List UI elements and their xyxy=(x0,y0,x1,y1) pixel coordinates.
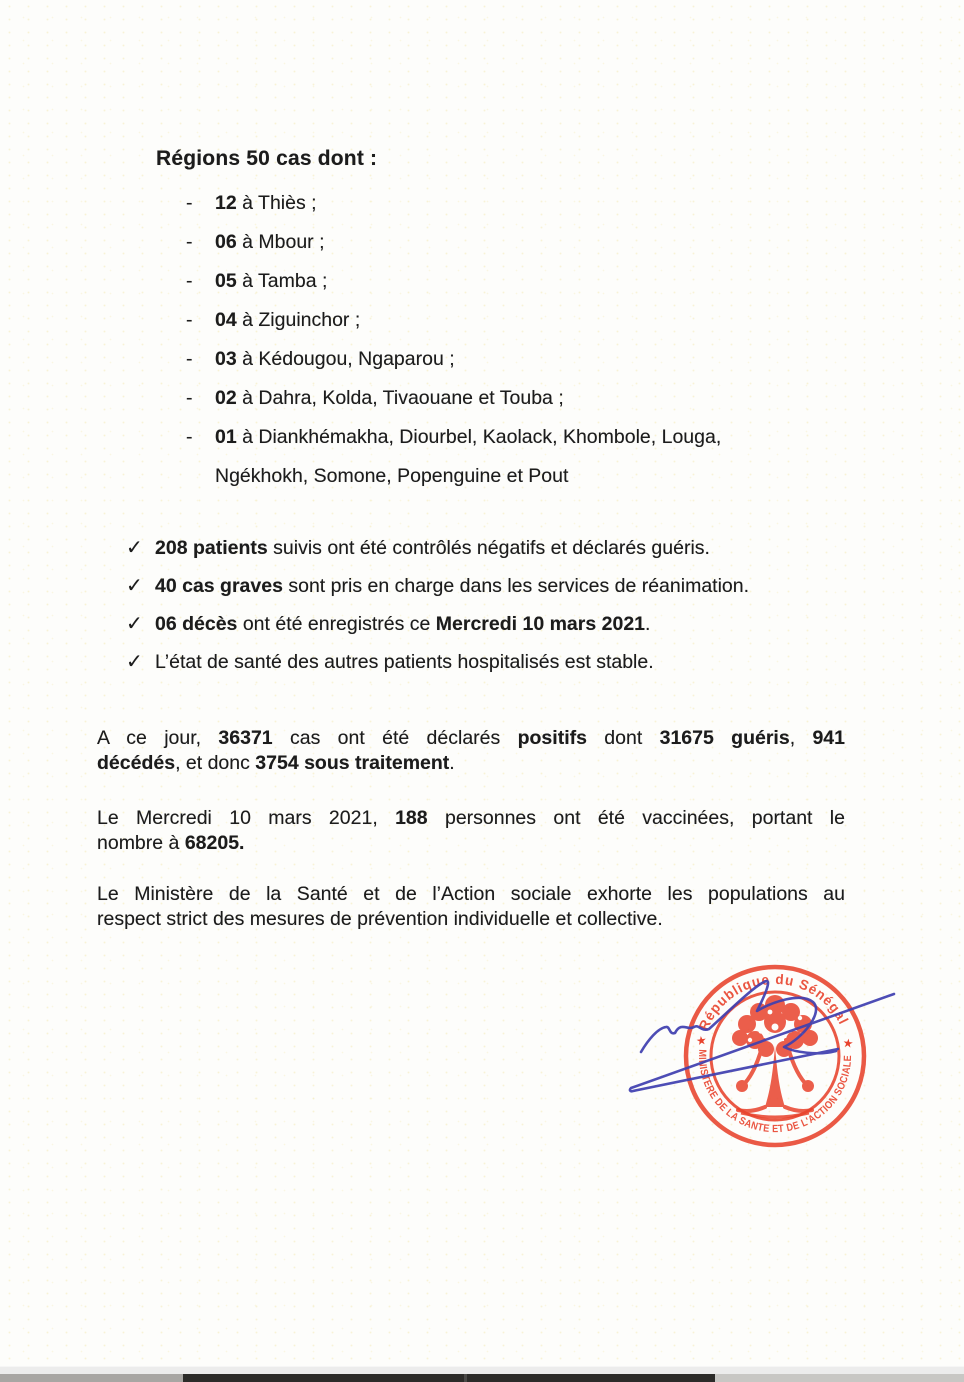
checklist-item xyxy=(126,567,886,605)
body-text: à Diankhémakha, Diourbel, Kaolack, Khombole, Louga, xyxy=(236,426,722,448)
region-line xyxy=(215,379,564,418)
body-text: respect strict des mesures de prévention individuelle et collective. xyxy=(97,908,663,930)
ministry-stamp xyxy=(590,945,910,1160)
body-text: sont pris en charge dans les services de réanimation. xyxy=(282,575,750,597)
region-list-item xyxy=(186,301,826,340)
region-list-item-text xyxy=(215,418,721,496)
body-text: à Ziguinchor ; xyxy=(236,309,361,331)
body-text: à Kédougou, Ngaparou ; xyxy=(236,348,455,370)
body-text: , xyxy=(789,727,813,749)
body-text: à Mbour ; xyxy=(236,231,325,253)
region-list-item-text xyxy=(215,301,360,340)
star-icon: ★ xyxy=(840,1036,857,1050)
region-line xyxy=(215,301,360,340)
emphasis-text: 03 xyxy=(215,348,237,370)
emphasis-text: 68205. xyxy=(184,832,245,854)
check-icon: ✓ xyxy=(126,651,143,673)
dash-bullet: - xyxy=(186,426,193,448)
dash-bullet: - xyxy=(186,309,193,331)
checklist-item xyxy=(126,605,886,643)
stamp-top-arc-text: République du Sénégal xyxy=(695,970,853,1033)
body-text: cas ont été déclarés xyxy=(272,727,518,749)
emphasis-text: 05 xyxy=(215,270,237,292)
emphasis-text: 02 xyxy=(215,387,237,409)
body-text: ont été enregistrés ce xyxy=(237,613,436,635)
emphasis-text: 01 xyxy=(215,426,237,448)
bottom-bar xyxy=(0,1374,964,1382)
emphasis-text: décédés xyxy=(97,752,176,774)
paragraph-line xyxy=(97,907,845,932)
paragraph-line xyxy=(97,831,845,856)
checklist-item-text xyxy=(155,643,654,681)
body-text: personnes ont été vaccinées, portant le xyxy=(427,807,845,829)
paragraph-totals xyxy=(97,726,845,776)
emphasis-text: 941 xyxy=(812,727,845,749)
paragraph-exhortation xyxy=(97,882,845,932)
bottom-bar-dark-segment xyxy=(183,1374,715,1382)
paragraph-line xyxy=(97,751,845,776)
emphasis-text: positifs xyxy=(517,727,587,749)
paragraph-line xyxy=(97,726,845,751)
emphasis-text: 31675 guéris xyxy=(659,727,790,749)
dash-bullet: - xyxy=(186,348,193,370)
check-icon: ✓ xyxy=(126,537,143,559)
emphasis-text: 188 xyxy=(395,807,428,829)
paragraph-line xyxy=(97,882,845,907)
emphasis-text: 06 xyxy=(215,231,237,253)
emphasis-text: 3754 sous traitement xyxy=(255,752,450,774)
body-text: nombre à xyxy=(97,832,185,854)
region-list-item-text xyxy=(215,340,455,379)
region-line xyxy=(215,418,721,457)
body-text: L’état de santé des autres patients hospitalisés est stable. xyxy=(155,651,654,673)
emphasis-text: 12 xyxy=(215,192,237,214)
star-icon: ★ xyxy=(693,1034,710,1048)
region-list-item-text xyxy=(215,262,327,301)
emphasis-text: Mercredi 10 mars 2021 xyxy=(435,613,646,635)
region-list-item-text xyxy=(215,379,564,418)
region-list-item xyxy=(186,223,826,262)
dash-bullet: - xyxy=(186,387,193,409)
body-text: suivis ont été contrôlés négatifs et déclarés guéris. xyxy=(267,537,710,559)
emphasis-text: 40 cas graves xyxy=(155,575,283,597)
checklist-item-text xyxy=(155,605,650,643)
checklist-item-text xyxy=(155,567,749,605)
checklist xyxy=(126,529,886,681)
region-line xyxy=(215,457,721,496)
region-list-item xyxy=(186,262,826,301)
region-list-item xyxy=(186,418,826,496)
check-icon: ✓ xyxy=(126,613,143,635)
region-list-item-text xyxy=(215,223,325,262)
region-list-item xyxy=(186,340,826,379)
bottom-bar-divider xyxy=(464,1374,467,1382)
region-line xyxy=(215,223,325,262)
body-text: Ngékhokh, Somone, Popenguine et Pout xyxy=(215,465,569,487)
body-text: à Tamba ; xyxy=(236,270,328,292)
region-line xyxy=(215,340,455,379)
emphasis-text: 208 patients xyxy=(155,537,268,559)
body-text: A ce jour, xyxy=(97,727,219,749)
paragraph-vaccination xyxy=(97,806,845,856)
emphasis-text: 06 décès xyxy=(155,613,238,635)
region-list-item xyxy=(186,379,826,418)
checklist-item-text xyxy=(155,529,710,567)
regions-list xyxy=(186,184,826,496)
region-line xyxy=(215,184,317,223)
body-text: . xyxy=(449,752,455,774)
region-line xyxy=(215,262,327,301)
emphasis-text: 04 xyxy=(215,309,237,331)
stamp-bottom-arc-text: MINISTERE DE LA SANTE ET DE L'ACTION SOCIALE xyxy=(695,1049,855,1136)
dash-bullet: - xyxy=(186,231,193,253)
region-list-item xyxy=(186,184,826,223)
body-text: Le Mercredi 10 mars 2021, xyxy=(97,807,396,829)
region-list-item-text xyxy=(215,184,317,223)
body-text: . xyxy=(645,613,651,635)
checklist-item xyxy=(126,529,886,567)
checklist-item xyxy=(126,643,886,681)
body-text: à Thiès ; xyxy=(236,192,317,214)
body-text: , et donc xyxy=(175,752,256,774)
dash-bullet: - xyxy=(186,270,193,292)
paragraph-line xyxy=(97,806,845,831)
emphasis-text: 36371 xyxy=(218,727,273,749)
dash-bullet: - xyxy=(186,192,193,214)
check-icon: ✓ xyxy=(126,575,143,597)
bottom-bar-left-segment xyxy=(0,1374,183,1382)
body-text: dont xyxy=(586,727,660,749)
body-text: à Dahra, Kolda, Tivaouane et Touba ; xyxy=(236,387,564,409)
regions-heading: Régions 50 cas dont : xyxy=(156,147,378,170)
body-text: Le Ministère de la Santé et de l’Action sociale exhorte les populations au xyxy=(97,883,845,905)
